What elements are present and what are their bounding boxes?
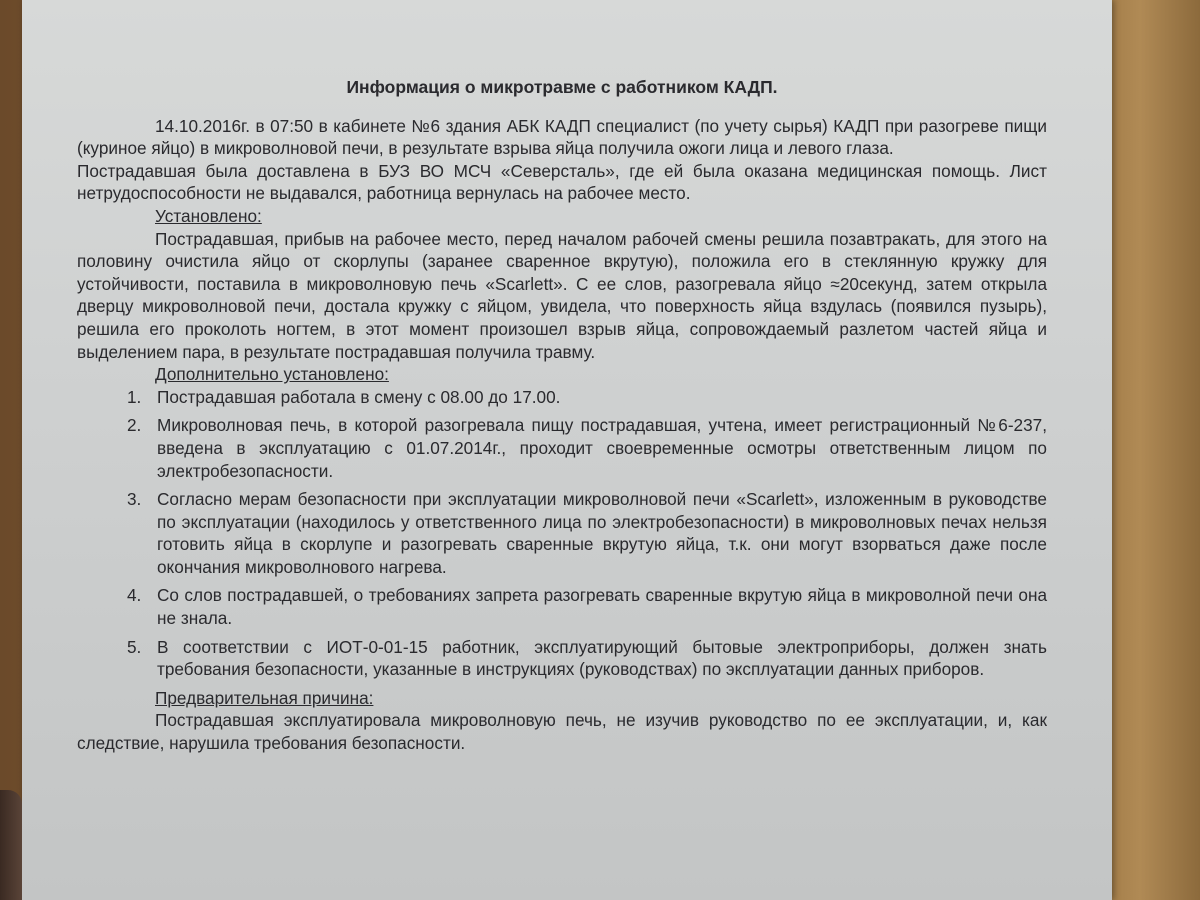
list-item [77, 636, 1047, 681]
document-title: Информация о микротравме с работником КАДП. [346, 77, 778, 97]
list-item-number: 5. [127, 636, 142, 657]
list-item-text: Со слов пострадавшей, о требованиях запрета разогревать сваренные вкрутую яйца в микроволной печи она не знала. [157, 585, 1047, 629]
list-item-text: В соответствии с ИОТ-0-01-15 работник, эксплуатирующий бытовые электроприборы, должен знать требования безопасности, указанные в инструкциях (руководствах) по эксплуатации данных приборов. [157, 636, 1047, 680]
list-item-text: Согласно мерам безопасности при эксплуатации микроволновой печи «Scarlett», изложенным в руководстве по эксплуатации (находилось у ответственного лица по электробезопасности) в микроволновых печах нельзя готовить яйца в скорлупе и разогревать сваренные вкрутую яйца, т.к. они могут взорваться даже после окончания микроволнового нагрева. [157, 489, 1047, 577]
additional-heading: Дополнительно установлено: [155, 364, 389, 385]
cause-text: Пострадавшая эксплуатировала микроволновую печь, не изучив руководство по ее эксплуатации, и, как следствие, нарушила требования безопасности. [77, 710, 1047, 754]
document-body [77, 76, 1047, 755]
finger-shadow [0, 790, 22, 900]
list-item-text: Микроволновая печь, в которой разогревала пищу пострадавшая, учтена, имеет регистрационный №6-237, введена в эксплуатацию с 01.07.2014г., проходит своевременные осмотры ответственным лицом по электробезопасности. [157, 415, 1047, 481]
document-paper [22, 0, 1112, 900]
list-item-number: 3. [127, 489, 142, 510]
list-item [77, 584, 1047, 629]
intro-paragraph-1: 14.10.2016г. в 07:50 в кабинете №6 здания АБК КАДП специалист (по учету сырья) КАДП при разогреве пищи (куриное яйцо) в микроволновой печи, в результате взрыва яйца получила ожоги лица и левого глаза. [77, 115, 1047, 159]
list-item [77, 386, 1047, 409]
established-heading: Установлено: [155, 205, 262, 226]
additional-list [77, 386, 1047, 681]
list-item-text: Пострадавшая работала в смену с 08.00 до 17.00. [157, 386, 561, 407]
list-item [77, 488, 1047, 578]
list-item-number: 2. [127, 415, 142, 436]
established-text: Пострадавшая, прибыв на рабочее место, перед началом рабочей смены решила позавтракать, для этого на половину очистила яйцо от скорлупы (заранее сваренное вкрутую), положила его в стеклянную кружку для устойчивости, поставила в микроволновую печь «Scarlett». С ее слов, разогревала яйцо ≈20секунд, затем открыла дверцу микроволновой печи, достала кружку с яйцом, увидела, что поверхность яйца вздулась (появился пузырь), решила его проколоть ногтем, в этот момент произошел взрыв яйца, сопровождаемый разлетом частей яйца и выделением пара, в результате пострадавшая получила травму. [77, 228, 1047, 362]
list-item-number: 1. [127, 386, 142, 407]
cause-heading: Предварительная причина: [155, 687, 374, 708]
intro-paragraph-2: Пострадавшая была доставлена в БУЗ ВО МСЧ «Северсталь», где ей была оказана медицинская помощь. Лист нетрудоспособности не выдавался, работница вернулась на рабочее место. [77, 160, 1047, 204]
list-item [77, 414, 1047, 482]
list-item-number: 4. [127, 585, 142, 606]
